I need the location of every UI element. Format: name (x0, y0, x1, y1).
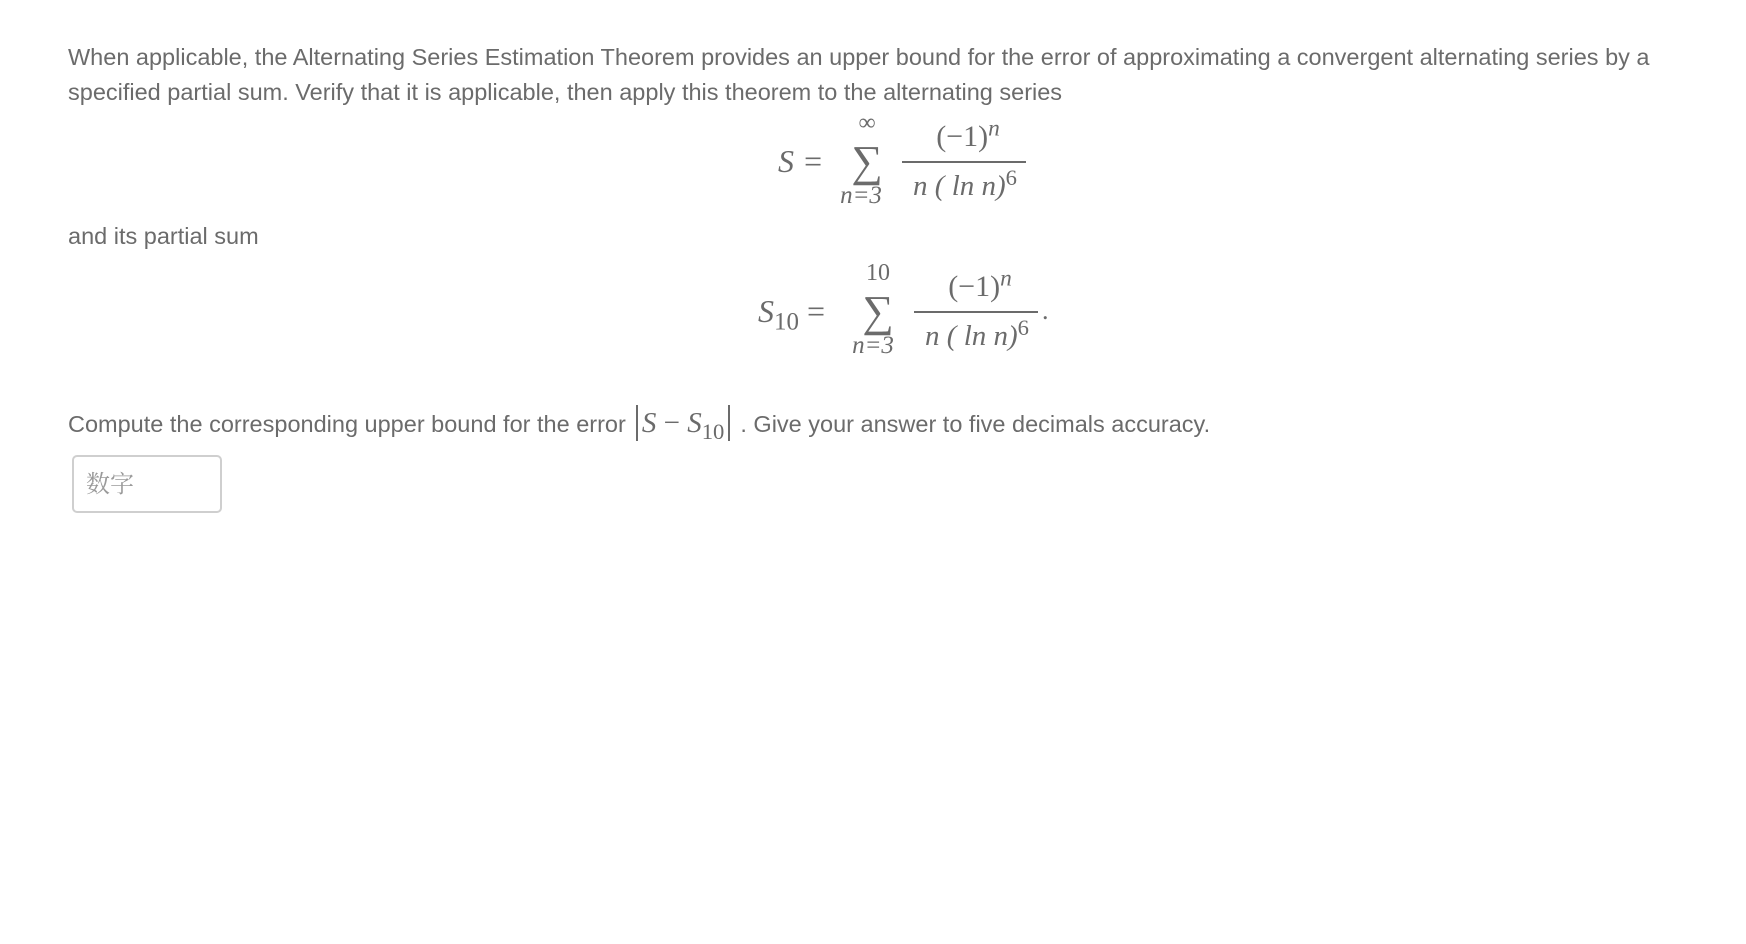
eq2-lhs-base: S (758, 293, 774, 329)
answer-input[interactable] (72, 455, 222, 513)
eq2-sigma: ∑ (862, 287, 894, 336)
eq2-period: . (1042, 296, 1049, 325)
eq2-lhs-sub: 10 (774, 308, 799, 336)
compute-text-after: . Give your answer to five decimals accuracy. (733, 411, 1211, 437)
eq2-denominator (912, 314, 1042, 353)
eq2-sigma-lower: n=3 (852, 332, 894, 359)
eq2-numerator-exp: n (1000, 265, 1012, 292)
compute-text-before: Compute the corresponding upper bound for the error (68, 411, 633, 437)
abs-bar-right (728, 405, 730, 441)
eq2-numerator-base: (−1) (948, 270, 1001, 303)
error-minus: − (656, 407, 688, 439)
abs-bar-left (636, 405, 638, 441)
eq2-sigma-upper: 10 (866, 260, 890, 286)
compute-paragraph (68, 405, 1668, 442)
eq1-sigma: ∑ (851, 137, 883, 186)
eq2-lhs (758, 293, 825, 336)
error-s10-sub: 10 (701, 418, 725, 444)
partial-sum-paragraph: and its partial sum (68, 223, 259, 249)
error-s: S (641, 407, 657, 439)
eq2-numerator (920, 265, 1040, 304)
error-s10: S (687, 407, 702, 439)
eq1-denominator-base: n ( ln n) (913, 170, 1006, 202)
eq1-lhs: S = (778, 143, 824, 179)
intro-paragraph: When applicable, the Alternating Series Estimation Theorem provides an upper bound for the error of approximating a convergent alternating series by a specified partial sum. Verify that it is applicable, then apply this theorem to the alternating series (68, 44, 1650, 105)
eq1-sigma-lower: n=3 (840, 182, 882, 209)
eq1-denominator-exp: 6 (1005, 164, 1017, 190)
eq1-sigma-upper: ∞ (858, 110, 876, 136)
error-expression (632, 407, 733, 444)
eq2-fraction-bar (914, 311, 1038, 313)
eq2-denominator-base: n ( ln n) (925, 320, 1018, 352)
eq2-equals: = (806, 293, 825, 329)
eq2-denominator-exp: 6 (1017, 314, 1029, 340)
eq1-numerator (908, 115, 1028, 154)
eq1-numerator-base: (−1) (936, 120, 989, 153)
eq1-fraction-bar (902, 161, 1026, 163)
eq1-denominator (900, 164, 1030, 203)
eq1-numerator-exp: n (988, 115, 1000, 142)
